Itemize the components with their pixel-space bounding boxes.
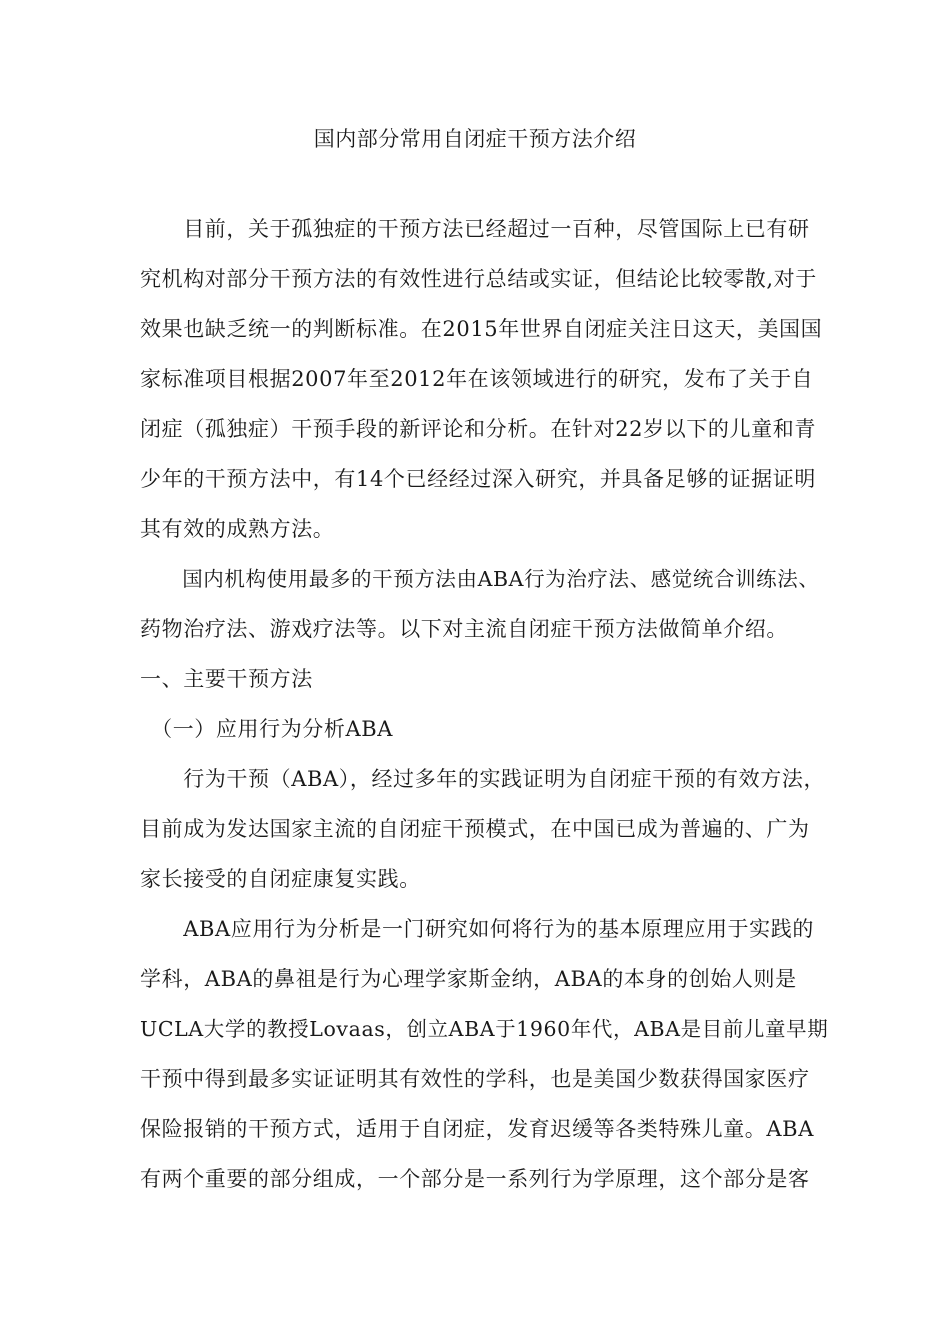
paragraph-line: 目前，关于孤独症的干预方法已经超过一百种，尽管国际上已有研 [140,217,810,241]
paragraph-line: UCLA大学的教授Lovaas，创立ABA于1960年代，ABA是目前儿童早期 [140,1017,829,1041]
paragraph-line: 究机构对部分干预方法的有效性进行总结或实证，但结论比较零散,对于 [140,267,817,291]
paragraph-line: 效果也缺乏统一的判断标准。在2015年世界自闭症关注日这天，美国国 [140,317,823,341]
paragraph-line: ABA应用行为分析是一门研究如何将行为的基本原理应用于实践的 [140,917,814,941]
paragraph-line: 少年的干预方法中，有14个已经经过深入研究，并具备足够的证据证明 [140,467,816,491]
paragraph-line: 行为干预（ABA），经过多年的实践证明为自闭症干预的有效方法， [140,767,826,791]
paragraph-line: 家长接受的自闭症康复实践。 [140,867,421,891]
paragraph-line: 其有效的成熟方法。 [140,517,335,541]
paragraph-line: 有两个重要的部分组成，一个部分是一系列行为学原理，这个部分是客 [140,1167,810,1191]
document-title: 国内部分常用自闭症干预方法介绍 [313,127,637,151]
paragraph-line: 干预中得到最多实证证明其有效性的学科，也是美国少数获得国家医疗 [140,1067,810,1091]
paragraph-line: 目前成为发达国家主流的自闭症干预模式，在中国已成为普遍的、广为 [140,817,810,841]
paragraph-line: 药物治疗法、游戏疗法等。以下对主流自闭症干预方法做简单介绍。 [140,617,788,641]
section-heading: 一、主要干预方法 [140,667,313,691]
paragraph-line: 闭症（孤独症）干预手段的新评论和分析。在针对22岁以下的儿童和青 [140,417,816,441]
subsection-heading: （一）应用行为分析ABA [140,717,394,741]
paragraph-line: 国内机构使用最多的干预方法由ABA行为治疗法、感觉统合训练法、 [140,567,820,591]
paragraph-line: 保险报销的干预方式，适用于自闭症，发育迟缓等各类特殊儿童。ABA [140,1117,814,1141]
paragraph-line: 家标准项目根据2007年至2012年在该领域进行的研究，发布了关于自 [140,367,814,391]
paragraph-line: 学科，ABA的鼻祖是行为心理学家斯金纳，ABA的本身的创始人则是 [140,967,797,991]
